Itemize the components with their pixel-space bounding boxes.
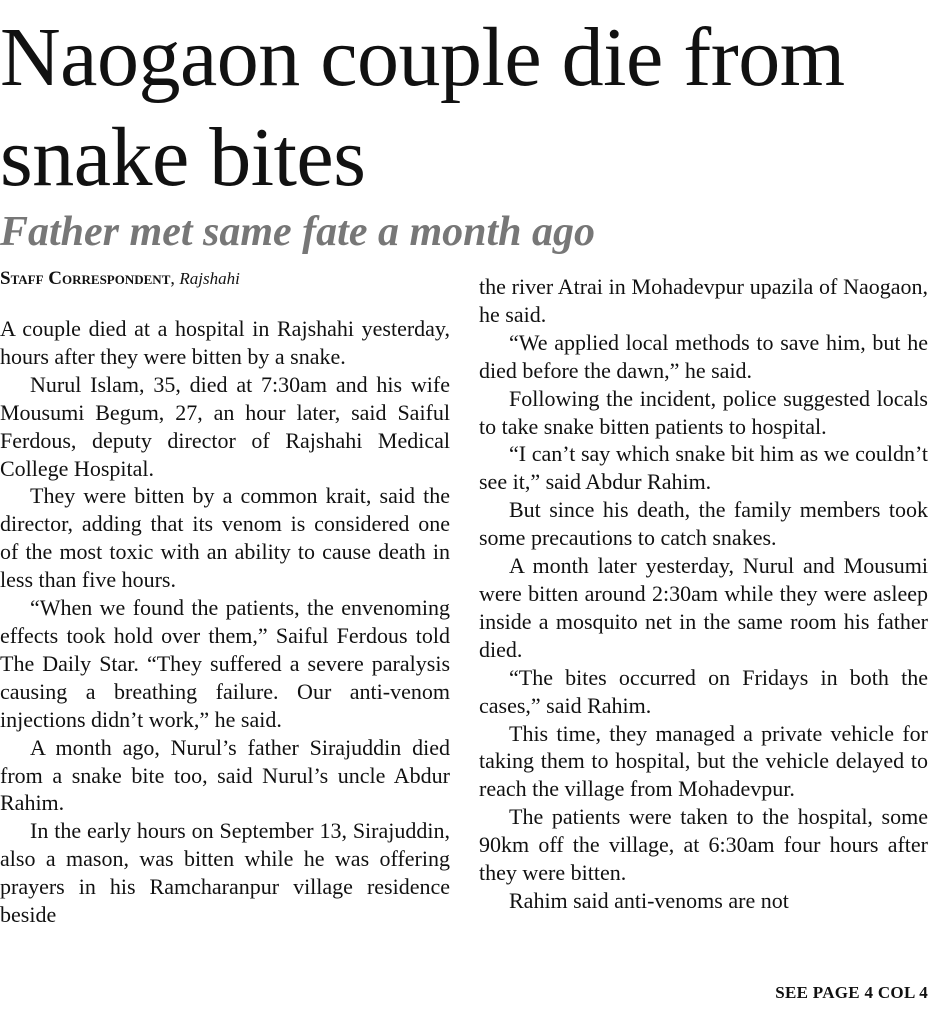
article-column-2 [479,273,928,915]
paragraph: “The bites occurred on Fridays in both the cases,” said Rahim. [479,664,928,718]
paragraph: A couple died at a hospital in Rajshahi yesterday, hours after they were bitten by a snake. [0,316,450,369]
paragraph: Following the incident, police suggested locals to take snake bitten patients to hospital. [479,385,928,439]
paragraph: The patients were taken to the hospital, some 90km off the village, at 6:30am four hours after they were bitten. [479,804,928,886]
paragraph: A month later yesterday, Nurul and Mousumi were bitten around 2:30am while they were asleep inside a mosquito net in the same room his father died. [479,553,928,662]
byline-author: Staff Correspondent [0,268,171,289]
paragraph: This time, they managed a private vehicle for taking them to hospital, but the vehicle delayed to reach the village from Mohadevpur. [479,720,928,802]
paragraph: But since his death, the family members took some precautions to catch snakes. [479,497,928,551]
paragraph: “When we found the patients, the envenoming effects took hold over them,” Saiful Ferdous told The Daily Star. “They suffered a severe paralysis causing a breathing failure. Our anti-venom injections didn’t work,” he said. [0,595,450,732]
article-column-1 [0,315,450,929]
paragraph: They were bitten by a common krait, said the director, adding that its venom is considered one of the most toxic with an ability to cause death in less than five hours. [0,483,450,593]
byline [0,266,240,291]
continuation-note: SEE PAGE 4 COL 4 [775,983,928,1002]
paragraph: A month ago, Nurul’s father Sirajuddin died from a snake bite too, said Nurul’s uncle Abdur Rahim. [0,734,450,816]
paragraph: “I can’t say which snake bit him as we couldn’t see it,” said Abdur Rahim. [479,441,928,495]
paragraph: In the early hours on September 13, Sirajuddin, also a mason, was bitten while he was offering prayers in his Ramcharanpur village residence beside [0,818,450,928]
byline-location: Rajshahi [179,269,240,288]
paragraph: Nurul Islam, 35, died at 7:30am and his wife Mousumi Begum, 27, an hour later, said Saiful Ferdous, deputy director of Rajshahi Medical College Hospital. [0,371,450,481]
paragraph: “We applied local methods to save him, but he died before the dawn,” he said. [479,329,928,383]
article-subheadline: Father met same fate a month ago [0,209,596,255]
byline-separator: , [170,268,180,288]
paragraph: Rahim said anti-venoms are not [509,887,789,913]
paragraph: the river Atrai in Mohadevpur upazila of Naogaon, he said. [479,274,928,327]
article-headline: Naogaon couple die from snake bites [0,11,845,204]
